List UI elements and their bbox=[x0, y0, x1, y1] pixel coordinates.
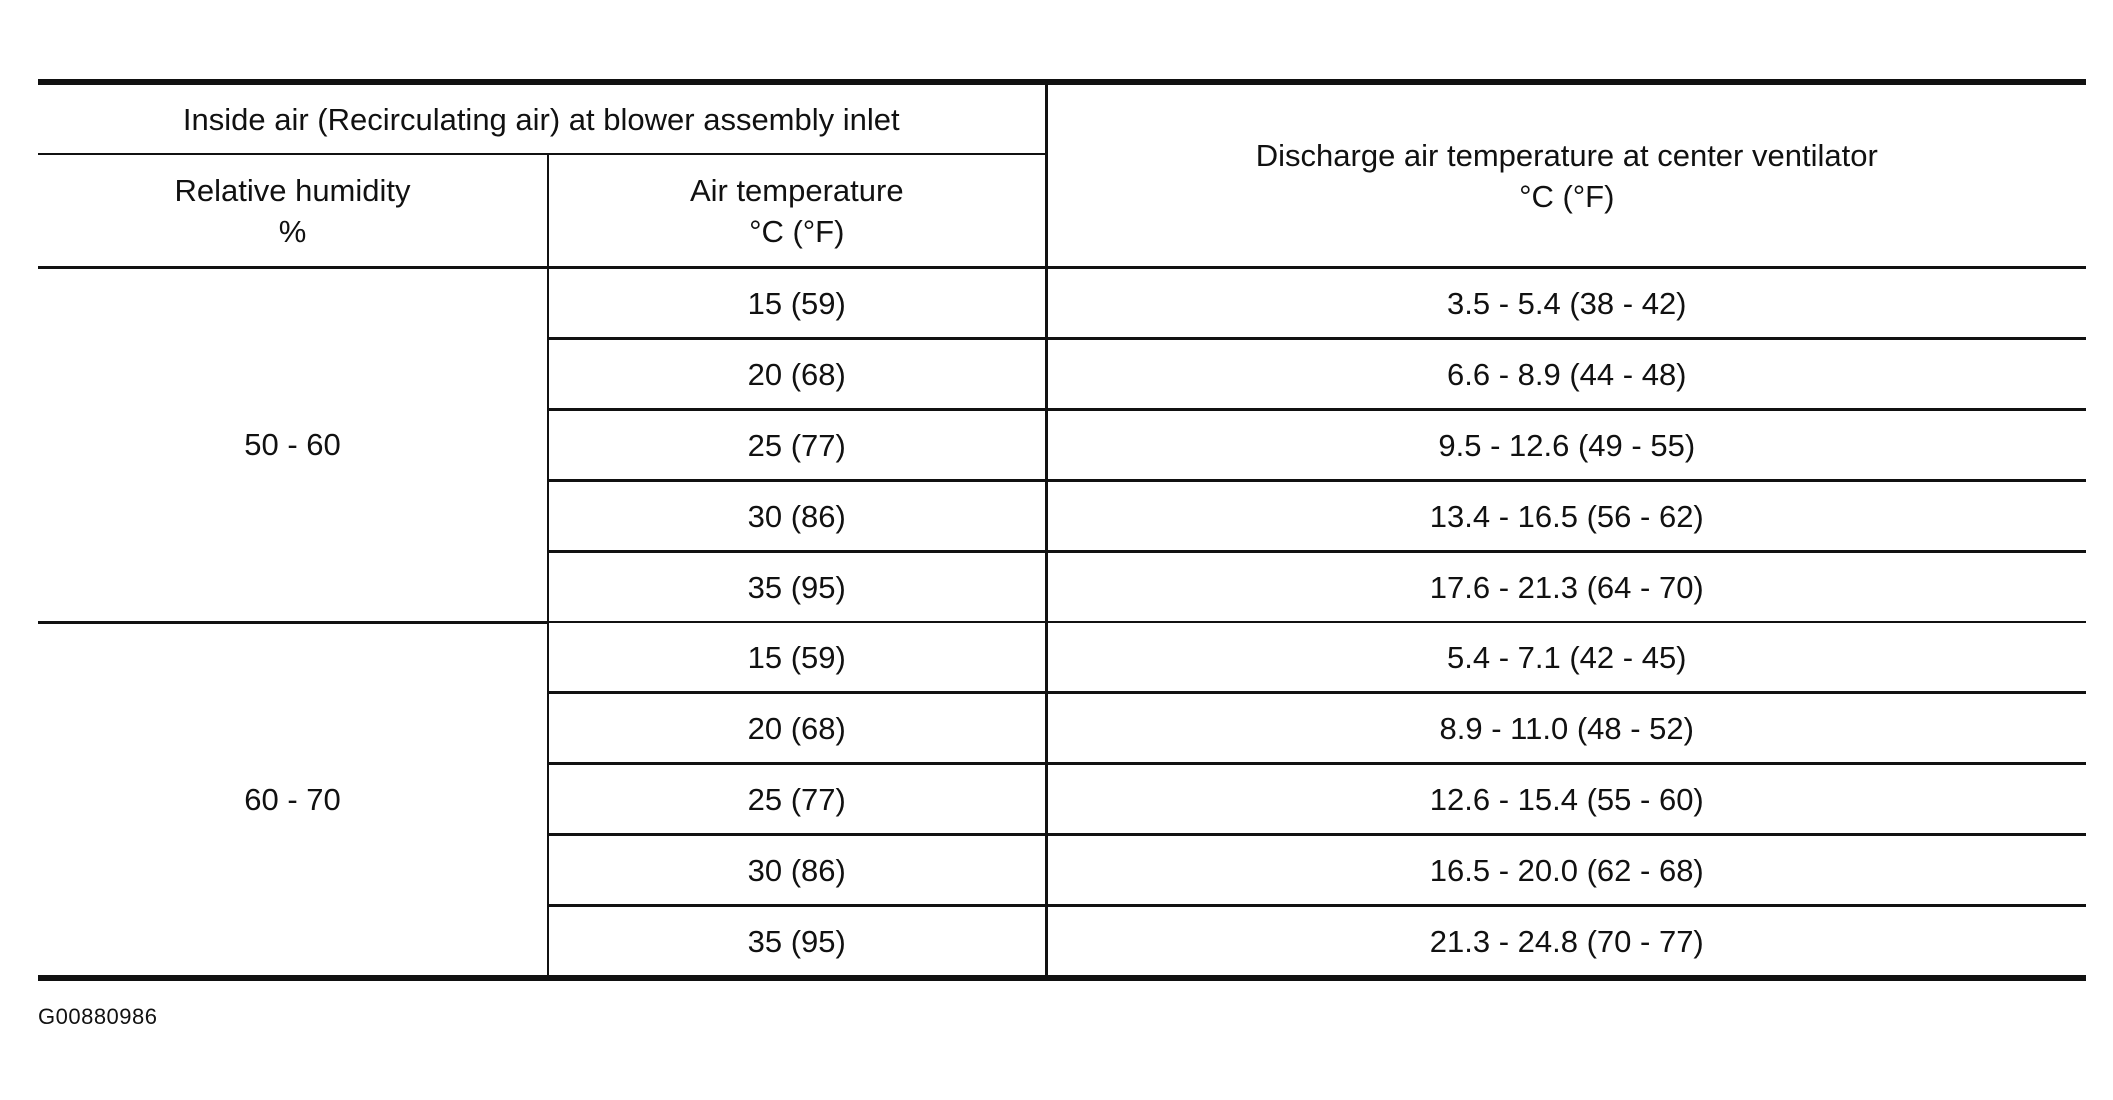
inside-air-group-header: Inside air (Recirculating air) at blower assembly inlet bbox=[38, 82, 1046, 154]
discharge-air-header-unit: °C (°F) bbox=[1519, 178, 1615, 214]
figure-code: G00880986 bbox=[38, 1004, 158, 1029]
relative-humidity-header bbox=[38, 154, 548, 268]
relative-humidity-header-unit: % bbox=[278, 213, 307, 249]
discharge-temperature-cell: 13.4 - 16.5 (56 - 62) bbox=[1046, 481, 2086, 552]
air-temperature-cell: 35 (95) bbox=[548, 906, 1046, 979]
air-temperature-cell: 25 (77) bbox=[548, 410, 1046, 481]
discharge-temperature-cell: 12.6 - 15.4 (55 - 60) bbox=[1046, 764, 2086, 835]
air-temperature-cell: 25 (77) bbox=[548, 764, 1046, 835]
discharge-air-header bbox=[1046, 82, 2086, 268]
discharge-temperature-cell: 16.5 - 20.0 (62 - 68) bbox=[1046, 835, 2086, 906]
discharge-temperature-cell: 17.6 - 21.3 (64 - 70) bbox=[1046, 552, 2086, 623]
relative-humidity-header-label: Relative humidity bbox=[174, 172, 411, 208]
air-temperature-header-label: Air temperature bbox=[689, 172, 904, 208]
discharge-temperature-cell: 3.5 - 5.4 (38 - 42) bbox=[1046, 268, 2086, 339]
discharge-temperature-cell: 8.9 - 11.0 (48 - 52) bbox=[1046, 693, 2086, 764]
air-temperature-cell: 30 (86) bbox=[548, 481, 1046, 552]
air-temperature-cell: 35 (95) bbox=[548, 552, 1046, 623]
discharge-temperature-cell: 5.4 - 7.1 (42 - 45) bbox=[1046, 622, 2086, 693]
air-temperature-header-unit: °C (°F) bbox=[749, 213, 845, 249]
table-row bbox=[38, 622, 2086, 693]
discharge-temperature-cell: 6.6 - 8.9 (44 - 48) bbox=[1046, 339, 2086, 410]
discharge-temperature-cell: 21.3 - 24.8 (70 - 77) bbox=[1429, 923, 1704, 959]
table-row bbox=[38, 268, 2086, 339]
air-temperature-cell: 20 (68) bbox=[548, 693, 1046, 764]
discharge-air-header-label: Discharge air temperature at center ventilator bbox=[1255, 137, 1878, 173]
discharge-temperature-cell: 9.5 - 12.6 (49 - 55) bbox=[1046, 410, 2086, 481]
air-temperature-cell: 20 (68) bbox=[548, 339, 1046, 410]
performance-test-table bbox=[38, 79, 2086, 981]
humidity-range-cell: 60 - 70 bbox=[38, 622, 548, 978]
air-temperature-cell: 15 (59) bbox=[548, 622, 1046, 693]
humidity-range-cell: 50 - 60 bbox=[38, 268, 548, 623]
air-temperature-cell: 15 (59) bbox=[548, 268, 1046, 339]
air-temperature-cell: 30 (86) bbox=[548, 835, 1046, 906]
air-temperature-header bbox=[548, 154, 1046, 268]
